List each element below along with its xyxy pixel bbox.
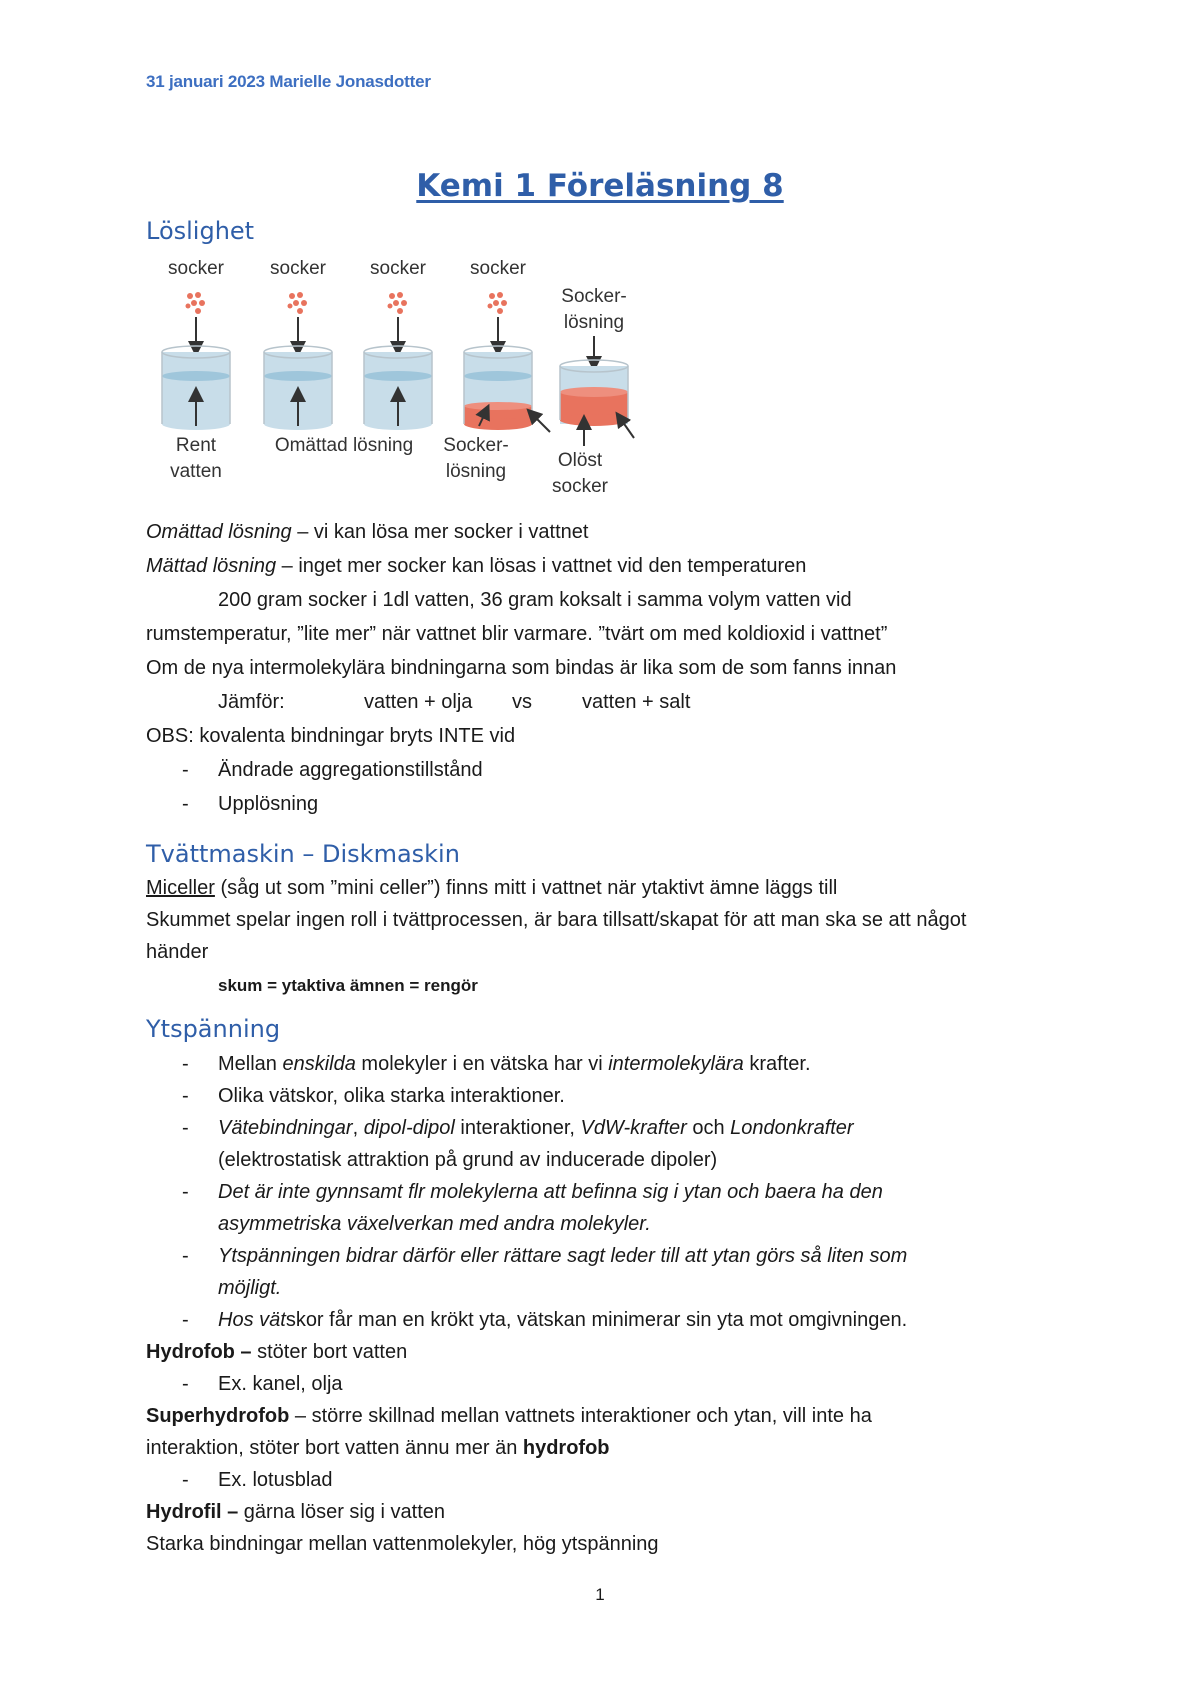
text-span: interaktion, stöter bort vatten ännu mer än bbox=[146, 1437, 523, 1459]
text-span: , bbox=[352, 1117, 364, 1139]
fig-label-sockerlosning-2: lösning bbox=[445, 461, 507, 482]
italic-term: dipol-dipol bbox=[363, 1117, 455, 1139]
heading-ytspanning: Ytspänning bbox=[146, 1015, 281, 1043]
def-mattad-text: – inget mer socker kan lösas i vattnet vid den temperaturen bbox=[276, 555, 807, 577]
fig-label-socker-4: socker bbox=[470, 258, 526, 279]
text-line: Skummet spelar ingen roll i tvättprocessen, är bara tillsatt/skapat för att man ska se att något bbox=[146, 909, 967, 931]
fig-label-socker-3: socker bbox=[370, 258, 426, 279]
term-mattad: Mättad lösning bbox=[146, 555, 277, 577]
text-span: molekyler i en vätska har vi bbox=[355, 1053, 609, 1075]
bullet-marker: - bbox=[182, 1085, 189, 1107]
fig-label-sockerlosning-1: Socker- bbox=[443, 435, 509, 456]
sugar-crystals-icon bbox=[186, 292, 508, 314]
bullet-marker: - bbox=[182, 1053, 189, 1075]
text-span: – större skillnad mellan vattnets interaktioner och ytan, vill inte ha bbox=[289, 1405, 872, 1427]
fig-label-socker-2: socker bbox=[270, 258, 326, 279]
term-omattad: Omättad lösning bbox=[146, 521, 292, 543]
term-miceller: Miceller bbox=[146, 877, 215, 899]
formula-line: skum = ytaktiva ämnen = rengör bbox=[218, 976, 478, 995]
list-item: Olika vätskor, olika starka interaktioner. bbox=[218, 1085, 565, 1107]
beaker-sockerlosning bbox=[464, 346, 532, 430]
text-span: stöter bort vatten bbox=[251, 1341, 408, 1363]
italic-term: enskilda bbox=[282, 1053, 356, 1075]
heading-loslighet: Löslighet bbox=[146, 217, 255, 245]
fig-label-vatten: vatten bbox=[170, 461, 222, 482]
italic-term: Vätebindningar bbox=[218, 1117, 353, 1139]
beaker-olost-socker bbox=[560, 360, 628, 426]
list-item bbox=[218, 1116, 854, 1140]
text-line: OBS: kovalenta bindningar bryts INTE vid bbox=[146, 725, 516, 747]
text-line: Starka bindningar mellan vattenmolekyler, hög ytspänning bbox=[146, 1533, 659, 1555]
def-mattad bbox=[146, 554, 806, 578]
page-header: 31 januari 2023 Marielle Jonasdotter bbox=[146, 72, 431, 91]
italic-text: Hos vät bbox=[218, 1309, 286, 1331]
heading-tvattmaskin: Tvättmaskin – Diskmaskin bbox=[146, 840, 460, 868]
fig-label-socker-olost: socker bbox=[552, 476, 608, 497]
fig-label-socker-1: socker bbox=[168, 258, 224, 279]
fig-label-omattad-losning: Omättad lösning bbox=[274, 435, 414, 456]
italic-text: möjligt. bbox=[218, 1277, 282, 1299]
text-span: gärna löser sig i vatten bbox=[238, 1501, 446, 1523]
def-hydrofob bbox=[146, 1340, 407, 1364]
italic-term: Londonkrafter bbox=[730, 1117, 854, 1139]
list-item: Upplösning bbox=[218, 793, 319, 815]
text-line bbox=[146, 876, 837, 900]
list-item-continuation bbox=[218, 1276, 281, 1300]
page-number: 1 bbox=[595, 1585, 605, 1604]
bold-term: hydrofob bbox=[522, 1437, 610, 1459]
bullet-marker: - bbox=[182, 1117, 189, 1139]
list-item bbox=[218, 1180, 883, 1204]
list-item: Ändrade aggregationstillstånd bbox=[218, 759, 483, 781]
italic-text: Ytspänningen bidrar därför eller rättare sagt leder till att ytan görs så liten som bbox=[218, 1245, 908, 1267]
fig-label-sockerlosning-top-1: Socker- bbox=[561, 286, 627, 307]
text-span: och bbox=[686, 1117, 731, 1139]
fig-label-olost: Olöst bbox=[557, 450, 603, 471]
page-title: Kemi 1 Föreläsning 8 bbox=[416, 168, 784, 204]
bullet-marker: - bbox=[182, 1245, 189, 1267]
term-hydrofil: Hydrofil – bbox=[146, 1501, 239, 1523]
miceller-text: (såg ut som ”mini celler”) finns mitt i vattnet när ytaktivt ämne läggs till bbox=[214, 877, 838, 899]
text-line: händer bbox=[146, 941, 209, 963]
text-line: rumstemperatur, ”lite mer” när vattnet blir varmare. ”tvärt om med koldioxid i vattnet” bbox=[146, 623, 888, 645]
bullet-marker: - bbox=[182, 759, 189, 781]
def-omattad-text: – vi kan lösa mer socker i vattnet bbox=[291, 521, 589, 543]
list-item bbox=[218, 1052, 811, 1076]
compare-vs: vs bbox=[512, 691, 532, 713]
list-item-continuation: (elektrostatisk attraktion på grund av inducerade dipoler) bbox=[218, 1149, 718, 1171]
text-span: interaktioner, bbox=[454, 1117, 581, 1139]
text-span: Mellan bbox=[218, 1053, 283, 1075]
list-item: Ex. lotusblad bbox=[218, 1469, 333, 1491]
italic-text: Det är inte gynnsamt flr molekylerna att befinna sig i ytan och baera ha den bbox=[218, 1181, 883, 1203]
list-item-continuation bbox=[218, 1212, 651, 1236]
bullet-marker: - bbox=[182, 1309, 189, 1331]
solubility-figure bbox=[152, 254, 652, 504]
def-hydrofil bbox=[146, 1500, 445, 1524]
text-span: krafter. bbox=[743, 1053, 811, 1075]
compare-b: vatten + salt bbox=[582, 691, 691, 713]
italic-term: intermolekylära bbox=[608, 1053, 744, 1075]
def-omattad bbox=[146, 520, 588, 544]
list-item bbox=[218, 1308, 907, 1332]
text-line bbox=[146, 1436, 610, 1460]
list-item: Ex. kanel, olja bbox=[218, 1373, 343, 1395]
fig-label-sockerlosning-top-2: lösning bbox=[563, 312, 625, 333]
italic-term: VdW-krafter bbox=[580, 1117, 687, 1139]
italic-text: asymmetriska växelverkan med andra molekyler. bbox=[218, 1213, 651, 1235]
text-line: Om de nya intermolekylära bindningarna som bindas är lika som de som fanns innan bbox=[146, 657, 897, 679]
def-superhydrofob bbox=[146, 1404, 872, 1428]
list-item bbox=[218, 1244, 907, 1268]
bullet-marker: - bbox=[182, 1373, 189, 1395]
fig-label-rent: Rent bbox=[175, 435, 217, 456]
bullet-marker: - bbox=[182, 1181, 189, 1203]
text-span: skor får man en krökt yta, vätskan minimerar sin yta mot omgivningen. bbox=[285, 1309, 908, 1331]
compare-a: vatten + olja bbox=[364, 691, 473, 713]
term-hydrofob: Hydrofob – bbox=[146, 1341, 252, 1363]
bullet-marker: - bbox=[182, 1469, 189, 1491]
bullet-marker: - bbox=[182, 793, 189, 815]
text-line: 200 gram socker i 1dl vatten, 36 gram koksalt i samma volym vatten vid bbox=[218, 589, 852, 611]
compare-label: Jämför: bbox=[218, 691, 285, 713]
term-superhydrofob: Superhydrofob bbox=[146, 1405, 290, 1427]
